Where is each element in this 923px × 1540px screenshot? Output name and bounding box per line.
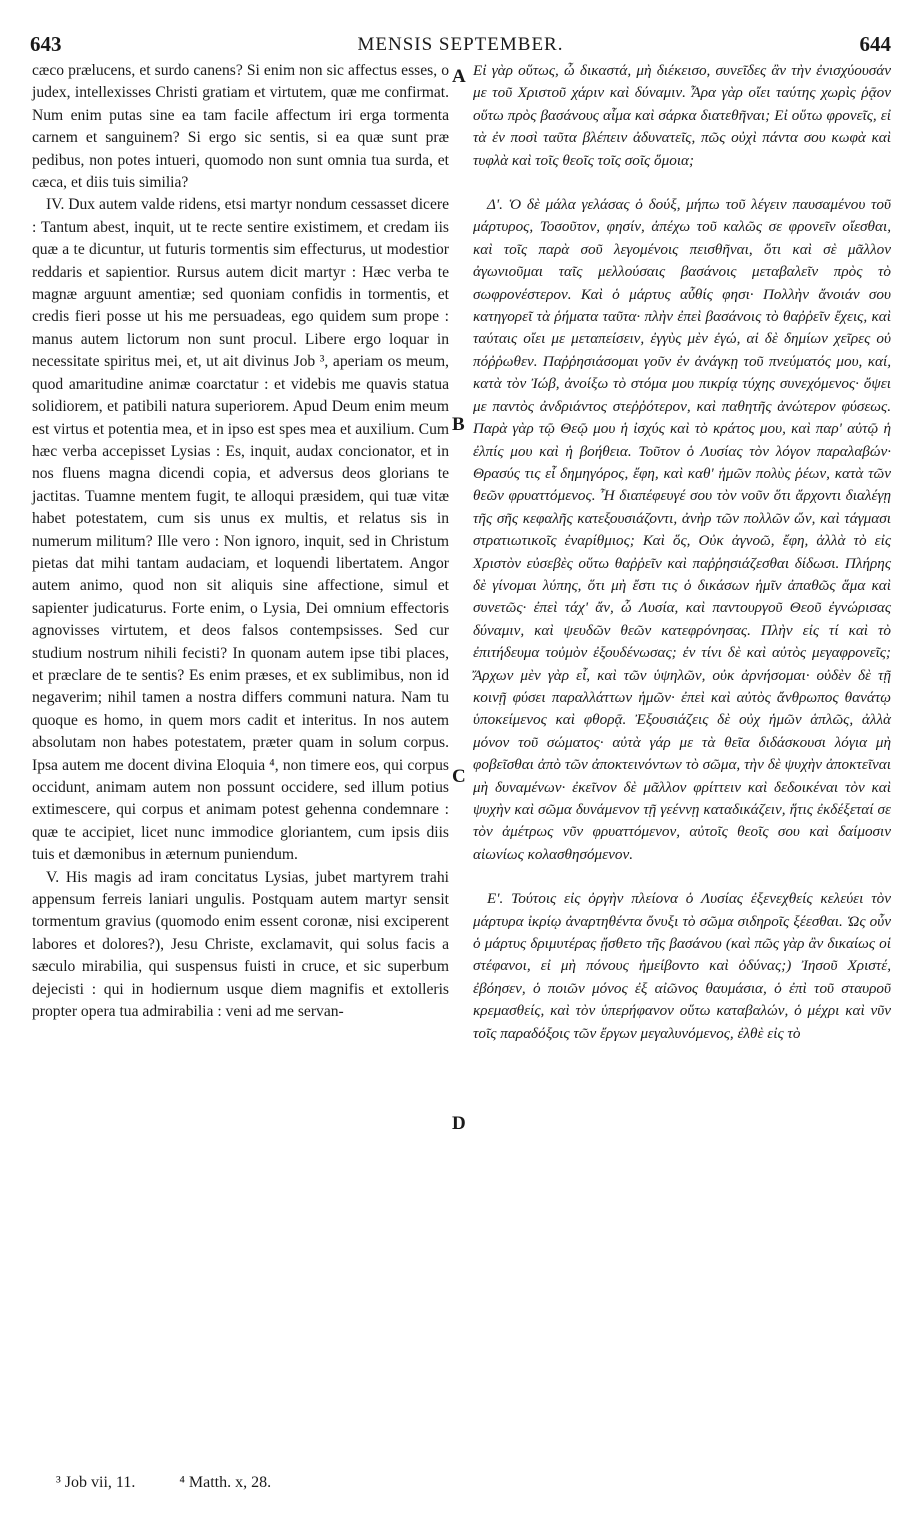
greek-paragraph-1: Εἰ γὰρ οὕτως, ὦ δικαστά, μὴ διέκεισο, συνεῖδες ἂν τὴν ἐνισχύουσάν με τοῦ Χριστοῦ χάριν καὶ δύναμιν. Ἆρα γὰρ οἴει ταύτης χωρὶς ῥᾷον οὕτω πρὸς βασάνους αἷμα καὶ σάρκα διατεθῆναι; Εἰ οὕτω φρονεῖς, εἰ τὰ ἐν ποσὶ ταῦτα βλέπειν ἀδυνατεῖς, πῶς οὐχὶ πάντα σου κωφὰ καὶ τυφλὰ καὶ τοῖς θεοῖς τοῖς σοῖς ὅμοια;: [473, 62, 891, 169]
greek-paragraph-3: Ε'. Τούτοις εἰς ὀργὴν πλείονα ὁ Λυσίας ἐξενεχθείς κελεύει τὸν μάρτυρα ἰκρίῳ ἀναρτηθέντα ὄνυξι τὸ σῶμα σιδηροῖς ξέεσθαι. Ὡς οὖν ὁ μάρτυς δριμυτέρας ᾔσθετο τῆς βασάνου (καὶ πῶς γὰρ ἂν δικαίως οἱ στέφανοι, εἰ μὴ πόνους ἠμείβοντο καὶ ὀδύνας;) Ἰησοῦ Χριστέ, ἐβόησεν, ὁ ποιῶν μόνος ἐξ αἰῶνος θαυμάσια, ὁ ἐπὶ τοῦ σταυροῦ κρεμασθείς, καὶ τὸν ὑπερήφανον οὕτω καταβαλών, ὁ μέχρι καὶ νῦν τοῖς παραδόξοις τῶν ἔργων μεγαλυνόμενος, ἐλθὲ εἰς τὸ: [473, 890, 891, 1042]
greek-column: [473, 60, 891, 1045]
page-number-right: 644: [859, 32, 891, 56]
margin-marker-a: A: [452, 66, 466, 87]
running-title: MENSIS SEPTEMBER.: [357, 34, 564, 55]
margin-marker-c: C: [452, 766, 466, 787]
footnote-3: ³ Job vii, 11.: [56, 1474, 136, 1491]
latin-paragraph-1: cæco prælucens, et surdo canens? Si enim non sic affectus esses, o judex, intellexisses Christi gratiam et virtutem, quæ me confirmat. Num enim putas sine ea tam facile affectum iri erga tormenta carnem et sanguinem? Si ergo sic sentis, si ea quæ sunt præ pedibus, non potes intueri, quomodo non sunt omnia tua surda, et cæca, et diis tuis similia?: [32, 62, 449, 192]
page-number-left: 643: [30, 32, 62, 56]
greek-paragraph-2: Δ'. Ὁ δὲ μάλα γελάσας ὁ δούξ, μήπω τοῦ λέγειν παυσαμένου τοῦ μάρτυρος, Τοσοῦτον, φησίν, ἀπέχω τοῦ καλῶς σε φρονεῖν οἴεσθαι, καὶ τοῖς παρὰ σοῦ λεγομένοις πεισθῆναι, ὅτι καὶ σὲ μᾶλλον ἀγωνιοῦμαι ταῖς μελλούσαις βασάνοις μεταβαλεῖν πρὸς τὸ σωφρονέστερον. Καὶ ὁ μάρτυς αὖθίς φησι· Πολλὴν ἄνοιάν σου κατηγορεῖ τὰ ῥήματα ταῦτα· πλὴν ἐπεὶ βασάνοις τὸ θαῤῥεῖν ἔχεις, καὶ ταύταις οἴει με μεταπείσειν, ἐγγὺς μὲν ἐγώ, αἱ δὲ δημίων χεῖρες οὐ πόῤῥωθεν. Παῤῥησιάσομαι γοῦν ἐν ἀνάγκῃ τοῦ πνεύματός μου, καί, κατὰ τὸν Ἰώβ, ἀνοίξω τὸ στόμα μου πικρίᾳ τύχης συνεχόμενος· ὄψει με παντὸς ἀνδριάντος στεῤῥότερον, καὶ παθητῆς ἀνώτερον φύσεως. Παρὰ γὰρ τῷ Θεῷ μου ἡ ἰσχύς καὶ τὸ κράτος μου, καὶ παρ' αὐτῷ ἡ ἐλπίς μου καὶ ἡ βοήθεια. Τοῦτον ὁ Λυσίας τὸν λόγον παραλαβών· Θρασύς τις εἶ δημηγόρος, ἔφη, καὶ καθ' ἡμῶν πολὺς ῥέων, κατὰ τῶν θεῶν φρυαττόμενος. Ἦ διαπέφευγέ σου τὸν νοῦν ὅτι ἄρχοντι διαλέγῃ τῆς σῆς κεφαλῆς κατεξουσιάζοντι, ἀνὴρ τῶν πολλῶν ὤν, καὶ τάγμασι στρατιωτικοῖς ἐναρίθμιος; Καὶ ὅς, Οὐκ ἀγνοῶ, ἔφη, ἀλλὰ τὸ εἰς Χριστὸν εὐσεβὲς οὕτω θαῤῥεῖν καὶ παῤῥησιάζεσθαι δίδωσι. Πλήρης δὲ γίνομαι λύπης, ὅτι μὴ ἔστι τις ὁ δικάσων ἡμῖν ἀπαθῶς ἅμα καὶ συνετῶς· ἐπεὶ τάχ' ἄν, ὦ Λυσία, καὶ παντουργοῦ Θεοῦ ἐγνώρισας δύναμιν, καὶ ψευδῶν θεῶν κατεφρόνησας. Πλὴν εἰς τί καὶ τὸ ἐπιτήδευμα τοὐμὸν ἐξουδένωσας; ἐν τίνι δὲ καὶ αὐτὸς μεγαφρονεῖς; Ἄρχων μὲν γὰρ εἶ, καὶ τῶν ὑψηλῶν, οὐκ ἀρνήσομαι· οὐδὲν δὲ τῇ κοινῇ φύσει παραλλάττων ἡμῶν· ἐπεὶ καὶ αὐτὸς ἄνθρωπος θανάτῳ ὑποκείμενος καὶ φθορᾷ. Ἐξουσιάζεις δὲ οὐχ ἡμῶν ἁπλῶς, ἀλλὰ μόνον τοῦ σώματος· αὐτὰ γάρ με τὰ θεῖα διδάσκουσι λόγια μὴ φοβεῖσθαι ἀπὸ τῶν ἀποκτεινόντων τὸ σῶμα, τὴν δὲ ψυχὴν ἀποκτεῖναι μὴ δυναμένων· ἐκεῖνον δὲ μᾶλλον φρίττειν καὶ δεδοικέναι τὸν καὶ ψυχὴν καὶ σῶμα δυνάμενον τῇ γεέννῃ καταδικάζειν, ἥτις ἐκδέξεταί σε τὸν ἀμέτρως νῦν φρυαττόμενον, αὐτοῖς θεοῖς σου καὶ δαίμοσιν αἰωνίως κολασθησόμενον.: [473, 196, 891, 863]
margin-marker-d: D: [452, 1113, 466, 1134]
margin-marker-b: B: [452, 414, 465, 435]
latin-paragraph-3: V. His magis ad iram concitatus Lysias, jubet martyrem trahi appensum ferreis laniari ungulis. Postquam autem martyr sensit tormentum gravius (quomodo enim essent coronæ, nisi exciperent labores et dolores?), Jesu Christe, exclamavit, qui solus facis a sæculo mirabilia, qui suspensus fuisti in cruce, et sic superbum dejecisti : qui in hodiernum usque diem magnifis et extolleris propter opera tua admirabilia : veni ad me servan-: [32, 868, 449, 1021]
footnote-4: ⁴ Matth. x, 28.: [179, 1474, 272, 1491]
page-header: [30, 32, 891, 60]
latin-paragraph-2: IV. Dux autem valde ridens, etsi martyr nondum cessasset dicere : Tantum abest, inquit, ut te recte sentire existimem, et credam iis quæ a te dicuntur, ut futuris tormentis sim effecturus, ut modestior reddaris et sapientior. Rursus autem dicit martyr : Hæc verba te magnæ arguunt amentiæ; sed quoniam confidis in tormentis, et credis fieri posse ut his me persuadeas, ego quidem sum prope : manus autem lictorum non sunt procul. Libere ergo loquar in necessitate spiritus mei, et, ut ait divinus Job ³, aperiam os meum, quod amaritudine animæ coarctatur : et videbis me quavis statua solidiorem, et patibili natura superiorem. Apud Deum enim meum est virtus et potentia mea, et in ipso est spes mea et auxilium. Cum hæc verba accepisset Lysias : Es, inquit, audax concionator, et in nos fluens magna dicendi copia, et adversus deos glorians te jactitas. Tuamne mentem fugit, te alloqui præsidem, qui tuæ vitæ habet potestatem, cum sis unus ex multis, et relatus sis in numerum militum? Ille vero : Non ignoro, inquit, sed in Christum pietas dat mihi tantam audaciam, et loquendi libertatem. Angor autem animo, quod non sit aliquis sine affectione, simul et sapienter judicaturus. Forte enim, o Lysia, Dei omnium effectoris agnovisses virtutem, et deos falsos contempsisses. Sed cur studium nostrum nihili fecisti? In quonam autem ipse tibi places, et præclare de te sentis? Es enim præses, et ex sublimibus, non id negaverim; nihil tamen a nostra differs communi natura. Nam tu quoque es homo, in quem mors cadit et interitus. In nos autem absolutam non habes potestatem, præter quam in solum corpus. Ipsa autem me docent divina Eloquia ⁴, non timere eos, qui corpus occidunt, animam autem non possunt occidere, sed illum potius extimescere, qui corpus et animam potest gehenna condemnare : quæ te accipiet, licet nunc immodice gloriantem, cum ipsis diis tuis et dæmonibus in æternum puniendum.: [32, 196, 449, 864]
footnotes: [56, 1474, 311, 1492]
latin-column: [32, 60, 449, 1023]
